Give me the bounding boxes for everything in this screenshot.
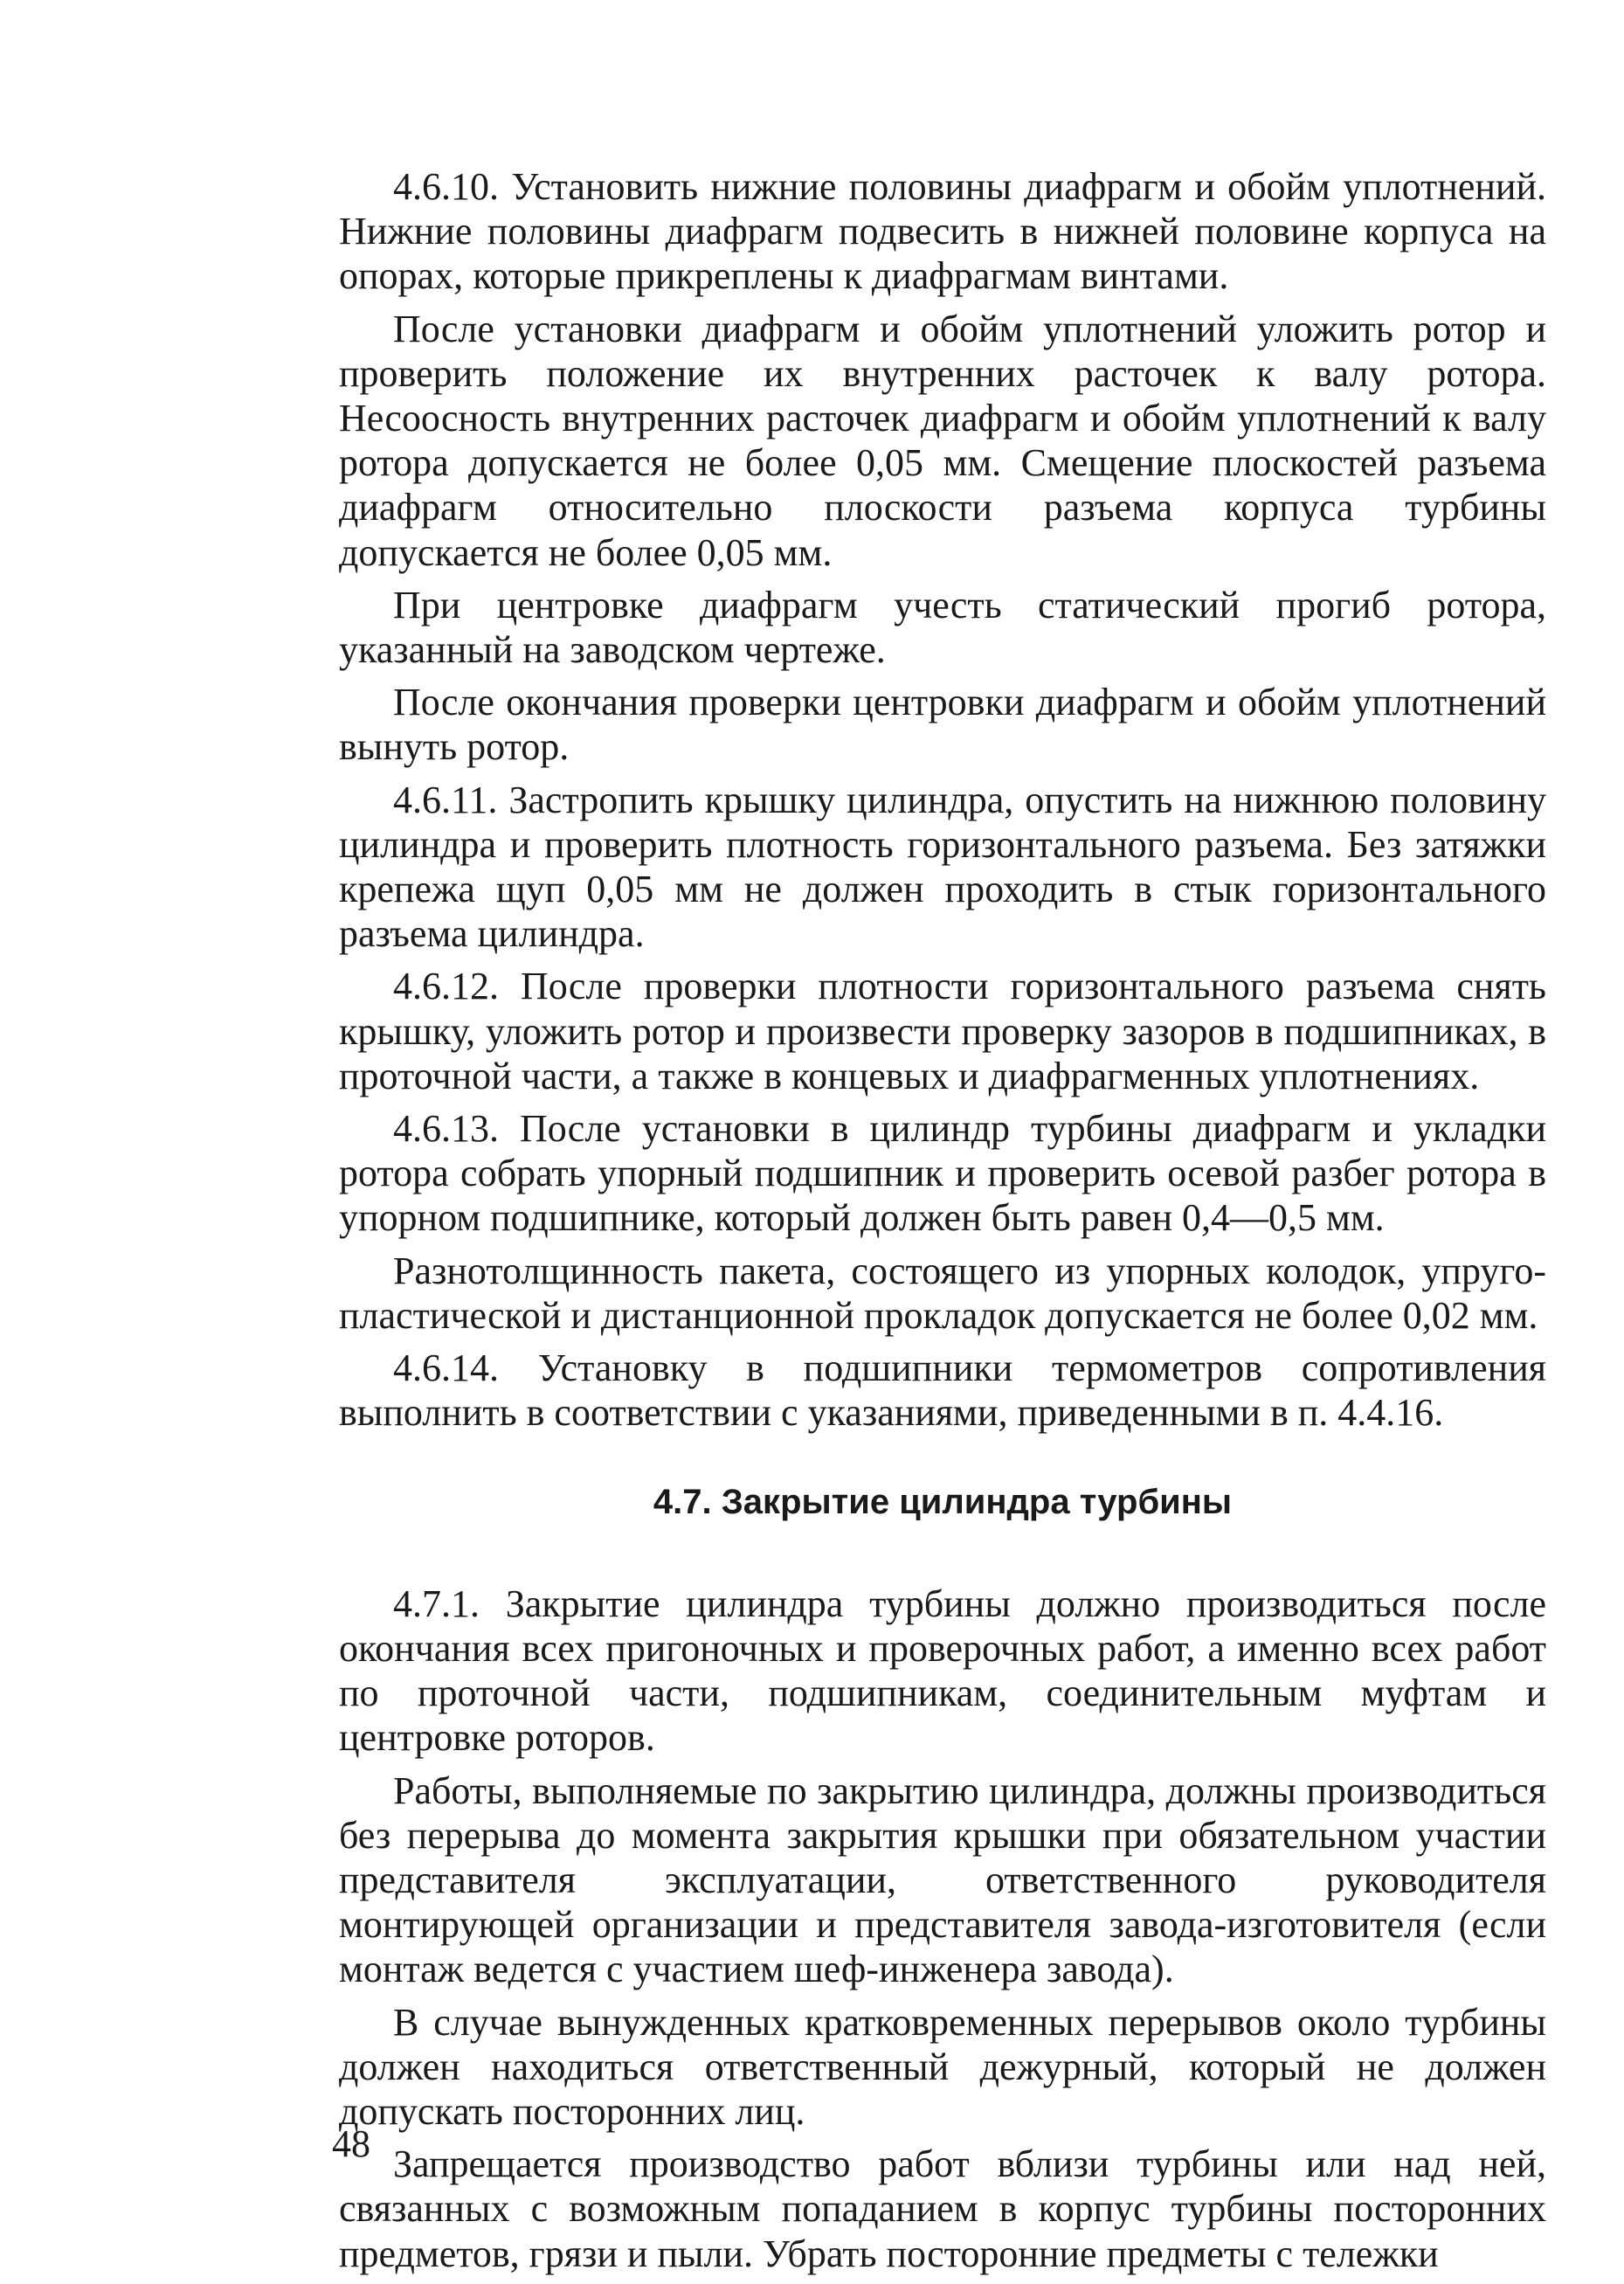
paragraph-static-deflection: При центровке диафрагм учесть статический прогиб ротора, указанный на заводском чертеже. — [339, 583, 1546, 672]
paragraph-4-6-14: 4.6.14. Установку в подшипники термометров сопротивления выполнить в соответствии с указаниями, приведенными в п. 4.4.16. — [339, 1346, 1546, 1435]
page-number: 48 — [332, 2122, 370, 2165]
paragraph-4-6-13: 4.6.13. После установки в цилиндр турбины диафрагм и укладки ротора собрать упорный подшипник и проверить осевой разбег ротора в упорном подшипнике, который должен быть равен 0,4—0,5 мм. — [339, 1107, 1546, 1240]
section-heading-4-7: 4.7. Закрытие цилиндра турбины — [653, 1483, 1233, 1522]
paragraph-4-6-12: 4.6.12. После проверки плотности горизонтального разъема снять крышку, уложить ротор и произвести проверку зазоров в подшипниках, в проточной части, а также в концевых и диафрагменных уплотнениях. — [339, 965, 1546, 1097]
paragraph-4-6-11: 4.6.11. Застропить крышку цилиндра, опустить на нижнюю половину цилиндра и проверить плотность горизонтального разъема. Без затяжки крепежа щуп 0,05 мм не должен проходить в стык горизонтального разъема цилиндра. — [339, 778, 1546, 956]
page-text-block — [339, 164, 1546, 2284]
paragraph-centering-check: После установки диафрагм и обойм уплотнений уложить ротор и проверить положение их внутренних расточек к валу ротора. Несоосность внутренних расточек диафрагм и обойм уплотнений к валу ротора допускается не более 0,05 мм. Смещение плоскостей разъема диафрагм относительно плоскости разъема корпуса турбины допускается не более 0,05 мм. — [339, 307, 1546, 574]
paragraph-4-7-1: 4.7.1. Закрытие цилиндра турбины должно производиться после окончания всех пригоночных и проверочных работ, а именно всех работ по проточной части, подшипникам, соединительным муфтам и центровке роторов. — [339, 1581, 1546, 1760]
paragraph-4-6-10: 4.6.10. Установить нижние половины диафрагм и обойм уплотнений. Нижние половины диафрагм подвесить в нижней половине корпуса на опорах, которые прикреплены к диафрагмам винтами. — [339, 165, 1546, 298]
paragraph-thickness-variation: Разнотолщинность пакета, состоящего из упорных колодок, упруго-пластической и дистанционной прокладок допускается не более 0,02 мм. — [339, 1249, 1546, 1337]
paragraph-prohibition: Запрещается производство работ вблизи турбины или над ней, связанных с возможным попаданием в корпус турбины посторонних предметов, грязи и пыли. Убрать посторонние предметы с тележки — [339, 2142, 1546, 2275]
paragraph-closing-works: Работы, выполняемые по закрытию цилиндра, должны производиться без перерыва до момента закрытия крышки при обязательном участии представителя эксплуатации, ответственного руководителя монтирующей организации и представителя завода-изготовителя (если монтаж ведется с участием шеф-инженера завода). — [339, 1768, 1546, 1991]
paragraph-remove-rotor: После окончания проверки центровки диафрагм и обойм уплотнений вынуть ротор. — [339, 681, 1546, 769]
paragraph-breaks-duty: В случае вынужденных кратковременных перерывов около турбины должен находиться ответственный дежурный, который не должен допускать посторонних лиц. — [339, 2000, 1546, 2133]
